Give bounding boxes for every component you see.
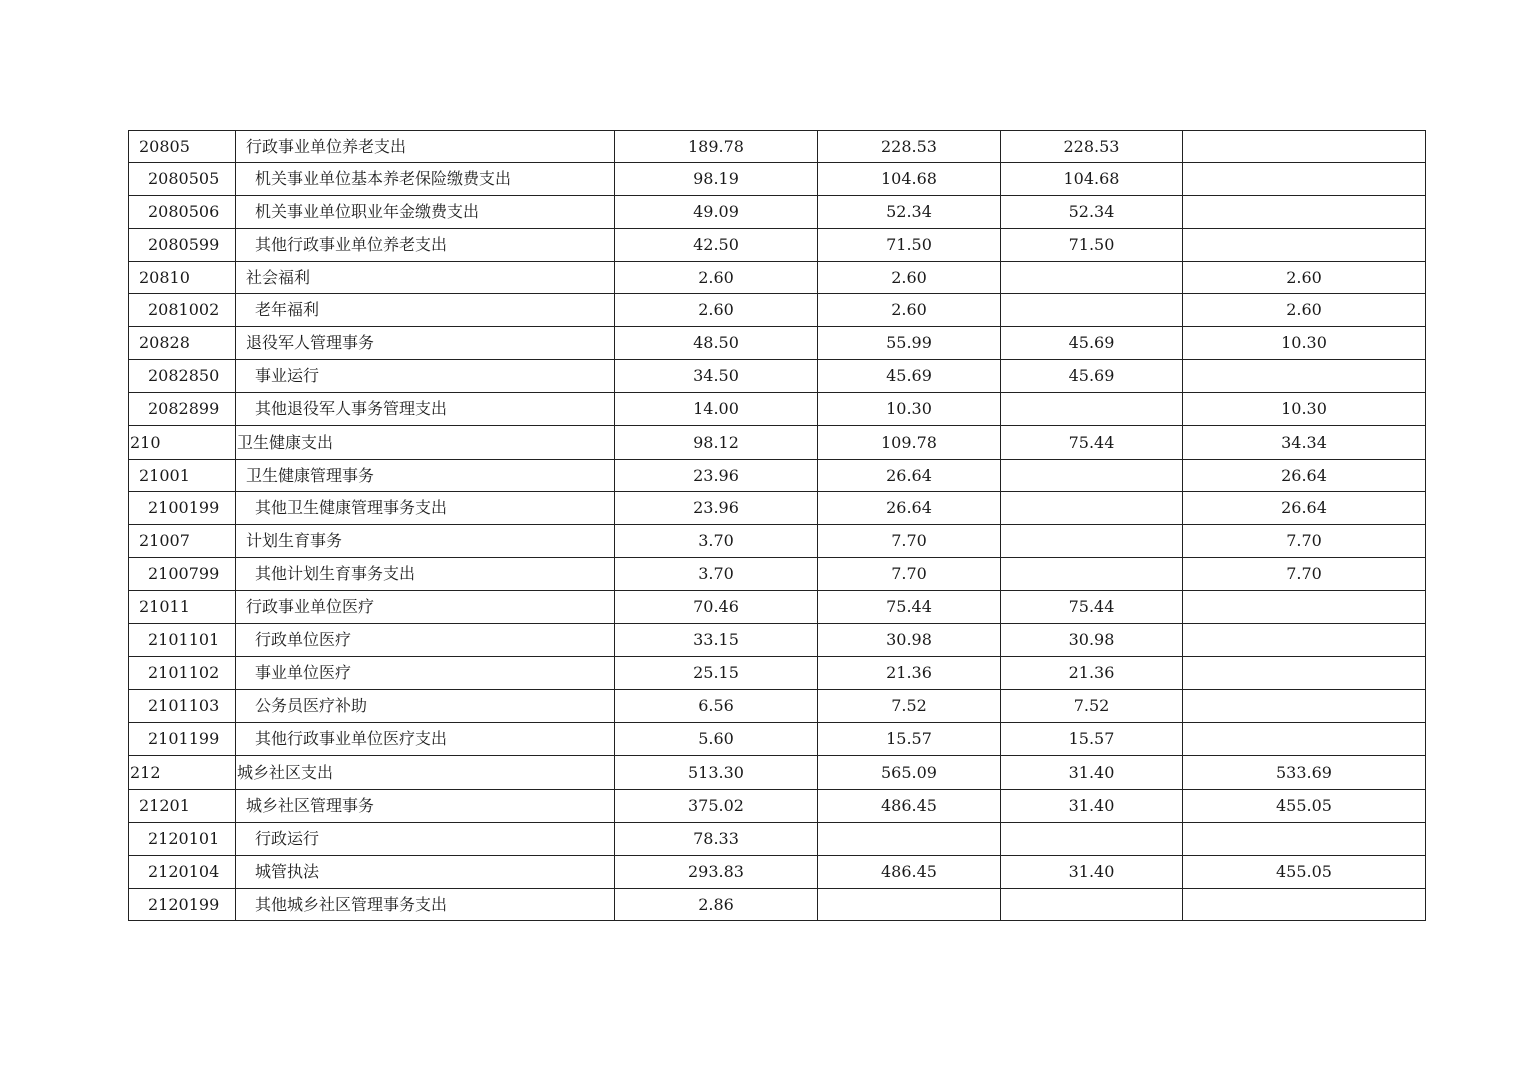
value-col-4-cell: 533.69 [1183,756,1426,790]
value-col-1-cell: 98.12 [615,426,818,460]
value-col-2-cell: 2.60 [818,294,1001,327]
item-code-cell: 210 [129,426,236,460]
value-col-2-cell: 228.53 [818,131,1001,163]
value-col-2-cell: 10.30 [818,393,1001,426]
value-col-4-cell: 34.34 [1183,426,1426,460]
value-col-1-cell: 3.70 [615,558,818,591]
value-col-1-cell: 49.09 [615,196,818,229]
value-col-3-cell: 75.44 [1001,426,1183,460]
table-row [129,856,1426,889]
value-col-3-cell: 71.50 [1001,229,1183,262]
table-row [129,460,1426,492]
value-col-3-cell: 52.34 [1001,196,1183,229]
value-col-2-cell: 55.99 [818,327,1001,360]
table-row [129,393,1426,426]
table-row [129,525,1426,558]
value-col-1-cell: 5.60 [615,723,818,756]
value-col-2-cell [818,889,1001,921]
value-col-4-cell: 26.64 [1183,460,1426,492]
item-name-cell: 卫生健康管理事务 [236,460,615,492]
value-col-3-cell [1001,889,1183,921]
value-col-1-cell: 25.15 [615,657,818,690]
item-code-cell: 2120199 [129,889,236,921]
item-code-cell: 21001 [129,460,236,492]
item-name-cell: 公务员医疗补助 [236,690,615,723]
value-col-4-cell: 455.05 [1183,856,1426,889]
table-row [129,558,1426,591]
table-row [129,723,1426,756]
item-name-cell: 行政事业单位养老支出 [236,131,615,163]
value-col-2-cell: 104.68 [818,163,1001,196]
item-name-cell: 行政事业单位医疗 [236,591,615,624]
value-col-3-cell: 45.69 [1001,360,1183,393]
value-col-4-cell: 2.60 [1183,262,1426,294]
table-row [129,624,1426,657]
value-col-1-cell: 513.30 [615,756,818,790]
value-col-3-cell: 7.52 [1001,690,1183,723]
table-row [129,823,1426,856]
value-col-3-cell: 45.69 [1001,327,1183,360]
value-col-4-cell [1183,229,1426,262]
item-code-cell: 2101101 [129,624,236,657]
table-row [129,163,1426,196]
item-code-cell: 2082899 [129,393,236,426]
item-name-cell: 其他计划生育事务支出 [236,558,615,591]
item-code-cell: 20810 [129,262,236,294]
item-name-cell: 其他城乡社区管理事务支出 [236,889,615,921]
value-col-3-cell: 31.40 [1001,790,1183,823]
item-code-cell: 21011 [129,591,236,624]
value-col-1-cell: 14.00 [615,393,818,426]
table-body [129,131,1426,921]
item-name-cell: 行政单位医疗 [236,624,615,657]
value-col-2-cell: 2.60 [818,262,1001,294]
item-name-cell: 其他卫生健康管理事务支出 [236,492,615,525]
value-col-1-cell: 70.46 [615,591,818,624]
value-col-3-cell: 31.40 [1001,756,1183,790]
item-name-cell: 退役军人管理事务 [236,327,615,360]
value-col-2-cell: 75.44 [818,591,1001,624]
value-col-3-cell: 30.98 [1001,624,1183,657]
value-col-4-cell [1183,591,1426,624]
value-col-2-cell: 21.36 [818,657,1001,690]
item-name-cell: 城乡社区支出 [236,756,615,790]
item-code-cell: 212 [129,756,236,790]
item-code-cell: 2080506 [129,196,236,229]
item-name-cell: 老年福利 [236,294,615,327]
value-col-2-cell: 71.50 [818,229,1001,262]
value-col-1-cell: 293.83 [615,856,818,889]
item-name-cell: 机关事业单位基本养老保险缴费支出 [236,163,615,196]
value-col-2-cell: 52.34 [818,196,1001,229]
value-col-1-cell: 189.78 [615,131,818,163]
item-name-cell: 计划生育事务 [236,525,615,558]
value-col-3-cell: 15.57 [1001,723,1183,756]
table-row [129,360,1426,393]
value-col-2-cell: 565.09 [818,756,1001,790]
table-row [129,790,1426,823]
item-name-cell: 城管执法 [236,856,615,889]
value-col-2-cell [818,823,1001,856]
value-col-3-cell [1001,558,1183,591]
value-col-1-cell: 375.02 [615,790,818,823]
item-name-cell: 事业运行 [236,360,615,393]
value-col-1-cell: 2.60 [615,294,818,327]
value-col-4-cell: 10.30 [1183,327,1426,360]
value-col-3-cell: 75.44 [1001,591,1183,624]
value-col-2-cell: 7.70 [818,558,1001,591]
table-row [129,889,1426,921]
value-col-2-cell: 7.70 [818,525,1001,558]
value-col-1-cell: 48.50 [615,327,818,360]
value-col-3-cell [1001,262,1183,294]
value-col-3-cell [1001,393,1183,426]
item-name-cell: 其他行政事业单位养老支出 [236,229,615,262]
table-row [129,756,1426,790]
value-col-1-cell: 23.96 [615,492,818,525]
table-row [129,690,1426,723]
table-row [129,294,1426,327]
value-col-3-cell [1001,460,1183,492]
table-row [129,131,1426,163]
value-col-4-cell: 10.30 [1183,393,1426,426]
table-row [129,229,1426,262]
item-name-cell: 社会福利 [236,262,615,294]
value-col-4-cell: 455.05 [1183,790,1426,823]
table-row [129,196,1426,229]
value-col-3-cell: 228.53 [1001,131,1183,163]
value-col-4-cell [1183,723,1426,756]
value-col-4-cell [1183,360,1426,393]
table-row [129,426,1426,460]
value-col-1-cell: 33.15 [615,624,818,657]
value-col-3-cell [1001,525,1183,558]
value-col-4-cell [1183,690,1426,723]
item-code-cell: 20828 [129,327,236,360]
value-col-4-cell: 7.70 [1183,558,1426,591]
value-col-1-cell: 98.19 [615,163,818,196]
value-col-1-cell: 2.86 [615,889,818,921]
value-col-2-cell: 486.45 [818,856,1001,889]
value-col-4-cell [1183,163,1426,196]
item-code-cell: 20805 [129,131,236,163]
value-col-2-cell: 45.69 [818,360,1001,393]
value-col-4-cell [1183,624,1426,657]
value-col-3-cell: 31.40 [1001,856,1183,889]
value-col-1-cell: 6.56 [615,690,818,723]
value-col-4-cell [1183,657,1426,690]
value-col-4-cell [1183,131,1426,163]
item-code-cell: 21201 [129,790,236,823]
item-name-cell: 行政运行 [236,823,615,856]
value-col-1-cell: 23.96 [615,460,818,492]
value-col-1-cell: 2.60 [615,262,818,294]
value-col-2-cell: 30.98 [818,624,1001,657]
item-code-cell: 2120101 [129,823,236,856]
value-col-3-cell: 104.68 [1001,163,1183,196]
item-name-cell: 城乡社区管理事务 [236,790,615,823]
value-col-3-cell [1001,492,1183,525]
item-code-cell: 2080599 [129,229,236,262]
item-name-cell: 其他退役军人事务管理支出 [236,393,615,426]
value-col-1-cell: 42.50 [615,229,818,262]
table-row [129,591,1426,624]
item-code-cell: 2081002 [129,294,236,327]
value-col-2-cell: 15.57 [818,723,1001,756]
item-code-cell: 21007 [129,525,236,558]
table-row [129,492,1426,525]
item-code-cell: 2100799 [129,558,236,591]
value-col-3-cell [1001,294,1183,327]
value-col-2-cell: 7.52 [818,690,1001,723]
budget-expenditure-table [128,130,1426,921]
item-code-cell: 2080505 [129,163,236,196]
value-col-2-cell: 26.64 [818,492,1001,525]
item-code-cell: 2101103 [129,690,236,723]
value-col-4-cell: 2.60 [1183,294,1426,327]
item-code-cell: 2100199 [129,492,236,525]
value-col-1-cell: 34.50 [615,360,818,393]
item-name-cell: 事业单位医疗 [236,657,615,690]
value-col-4-cell: 26.64 [1183,492,1426,525]
value-col-2-cell: 486.45 [818,790,1001,823]
table-row [129,327,1426,360]
table-row [129,657,1426,690]
item-code-cell: 2101102 [129,657,236,690]
value-col-3-cell: 21.36 [1001,657,1183,690]
value-col-4-cell [1183,889,1426,921]
item-code-cell: 2101199 [129,723,236,756]
value-col-1-cell: 78.33 [615,823,818,856]
value-col-4-cell: 7.70 [1183,525,1426,558]
value-col-3-cell [1001,823,1183,856]
item-name-cell: 其他行政事业单位医疗支出 [236,723,615,756]
item-code-cell: 2082850 [129,360,236,393]
table-row [129,262,1426,294]
item-code-cell: 2120104 [129,856,236,889]
item-name-cell: 卫生健康支出 [236,426,615,460]
item-name-cell: 机关事业单位职业年金缴费支出 [236,196,615,229]
value-col-2-cell: 109.78 [818,426,1001,460]
value-col-4-cell [1183,196,1426,229]
value-col-4-cell [1183,823,1426,856]
value-col-1-cell: 3.70 [615,525,818,558]
value-col-2-cell: 26.64 [818,460,1001,492]
